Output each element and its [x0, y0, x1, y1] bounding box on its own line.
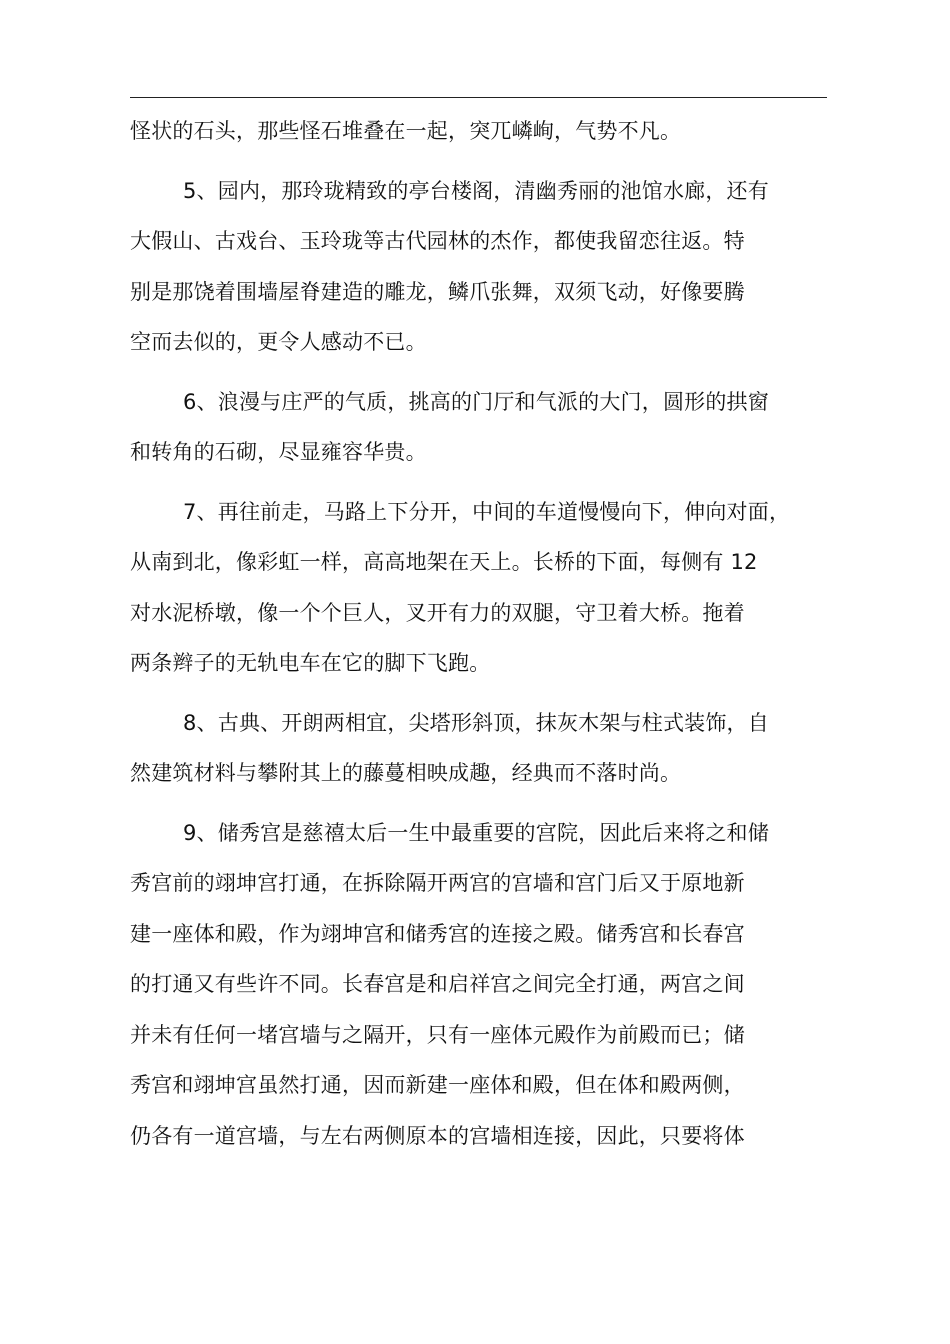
header-rule — [130, 97, 827, 98]
text-line: 的打通又有些许不同。长春宫是和启祥宫之间完全打通，两宫之间 — [130, 972, 745, 996]
text-line: 和转角的石砌，尽显雍容华贵。 — [130, 440, 427, 464]
text-line: 大假山、古戏台、玉玲珑等古代园林的杰作，都使我留恋往返。特 — [130, 229, 745, 253]
text-line: 空而去似的，更令人感动不已。 — [130, 330, 427, 354]
text-line: 7、再往前走，马路上下分开，中间的车道慢慢向下，伸向对面， — [183, 499, 791, 524]
paragraph-9 — [130, 808, 827, 1162]
text-line: 从南到北，像彩虹一样，高高地架在天上。长桥的下面，每侧有 12 — [130, 550, 758, 574]
text-line: 仍各有一道宫墙，与左右两侧原本的宫墙相连接，因此，只要将体 — [130, 1123, 745, 1148]
paragraph-continuation — [130, 106, 827, 157]
paragraph-6 — [130, 377, 827, 478]
text-line: 5、园内，那玲珑精致的亭台楼阁，清幽秀丽的池馆水廊，还有 — [183, 178, 769, 203]
text-line: 对水泥桥墩，像一个个巨人，叉开有力的双腿，守卫着大桥。拖着 — [130, 600, 745, 625]
document-body — [130, 106, 827, 1170]
text-line: 8、古典、开朗两相宜，尖塔形斜顶，抹灰木架与柱式装饰，自 — [183, 710, 769, 735]
text-line: 9、储秀宫是慈禧太后一生中最重要的宫院，因此后来将之和储 — [183, 820, 769, 845]
text-line: 秀宫和翊坤宫虽然打通，因而新建一座体和殿，但在体和殿两侧， — [130, 1073, 745, 1097]
paragraph-8 — [130, 698, 827, 799]
text-line: 建一座体和殿，作为翊坤宫和储秀宫的连接之殿。储秀宫和长春宫 — [130, 921, 745, 946]
text-line: 怪状的石头，那些怪石堆叠在一起，突兀嶙峋，气势不凡。 — [130, 119, 682, 143]
text-line: 然建筑材料与攀附其上的藤蔓相映成趣，经典而不落时尚。 — [130, 761, 682, 785]
text-line: 6、浪漫与庄严的气质，挑高的门厅和气派的大门，圆形的拱窗 — [183, 389, 769, 414]
text-line: 并未有任何一堵宫墙与之隔开，只有一座体元殿作为前殿而已；储 — [130, 1022, 745, 1047]
text-line: 秀宫前的翊坤宫打通，在拆除隔开两宫的宫墙和宫门后又于原地新 — [130, 871, 745, 895]
text-line: 两条辫子的无轨电车在它的脚下飞跑。 — [130, 651, 491, 675]
paragraph-5 — [130, 166, 827, 368]
paragraph-7 — [130, 487, 827, 689]
text-line: 别是那饶着围墙屋脊建造的雕龙，鳞爪张舞，双须飞动，好像要腾 — [130, 279, 745, 304]
